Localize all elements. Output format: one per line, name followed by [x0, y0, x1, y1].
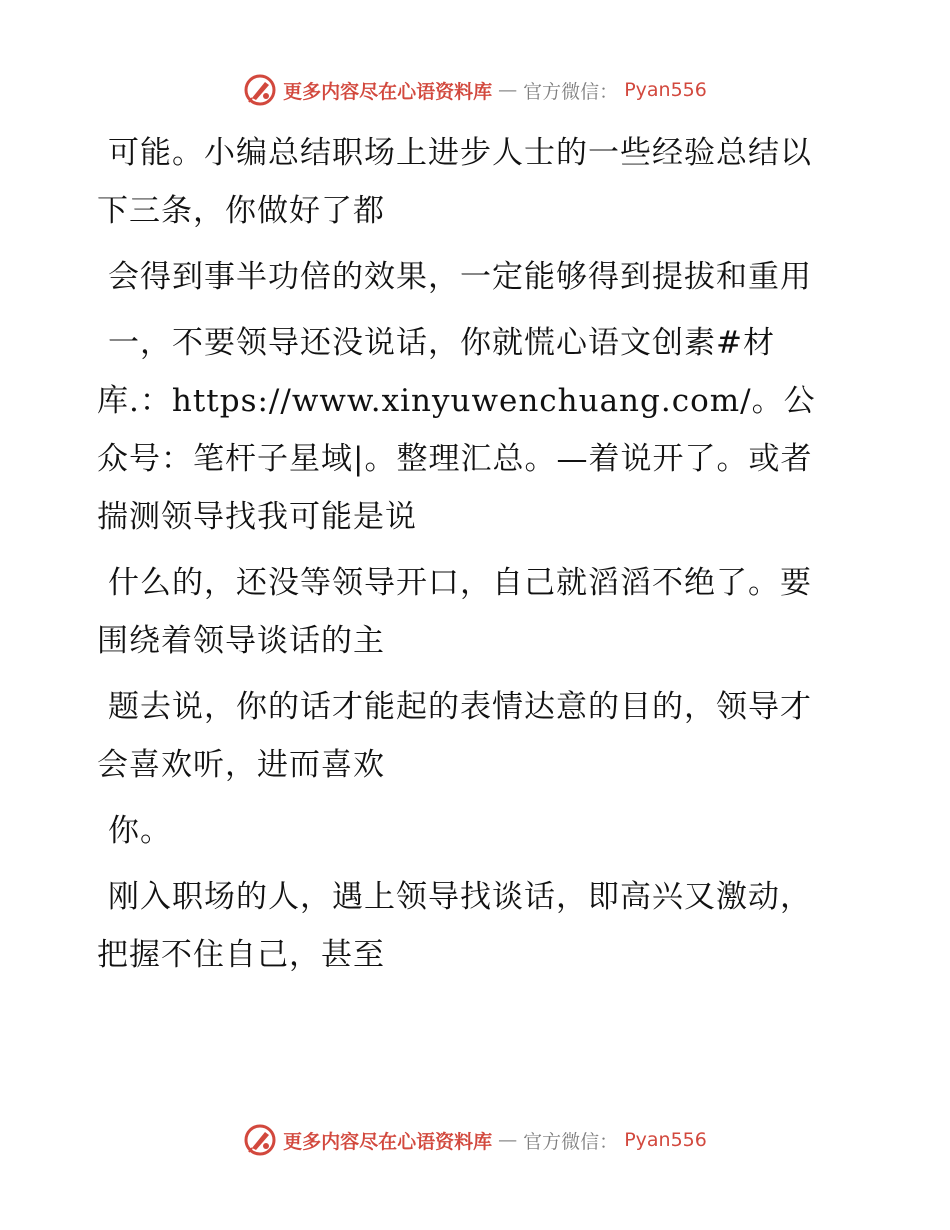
- paragraph-5: 题去说，你的话才能起的表情达意的目的，领导才会喜欢听，进而喜欢: [97, 689, 812, 783]
- header-wechat-label: 官方微信：: [523, 80, 619, 103]
- footer-separator: —: [498, 1129, 518, 1151]
- header-brand-text: 更多内容尽在心语资料库: [283, 80, 493, 103]
- page-header-banner: [0, 70, 950, 110]
- footer-wechat-label: 官方微信：: [523, 1130, 619, 1153]
- paragraph-3: 一，不要领导还没说话，你就慌心语文创素#材库.：https://www.xinyuwenchuang.com/。公众号：笔杆子星域|。整理汇总。—着说开了。或者揣测领导找我可能是说: [97, 325, 816, 535]
- paragraph-4: 什么的，还没等领导开口，自己就滔滔不绝了。要围绕着领导谈话的主: [97, 565, 812, 659]
- paragraph-1: 可能。小编总结职场上进步人士的一些经验总结以下三条，你做好了都: [97, 135, 812, 229]
- quill-pen-circle-icon: [243, 73, 277, 107]
- header-separator: —: [498, 79, 518, 101]
- quill-pen-circle-icon: [243, 1123, 277, 1157]
- footer-brand-text: 更多内容尽在心语资料库: [283, 1130, 493, 1153]
- document-body: [97, 124, 837, 992]
- paragraph-2: 会得到事半功倍的效果，一定能够得到提拔和重用: [108, 259, 812, 295]
- paragraph-6: 你。: [108, 813, 172, 849]
- header-wechat-id: Pyan556: [624, 79, 707, 101]
- paragraph-7: 刚入职场的人，遇上领导找谈话，即高兴又激动，把握不住自己，甚至: [97, 879, 812, 973]
- page-footer-banner: [0, 1120, 950, 1160]
- footer-wechat-id: Pyan556: [624, 1129, 707, 1151]
